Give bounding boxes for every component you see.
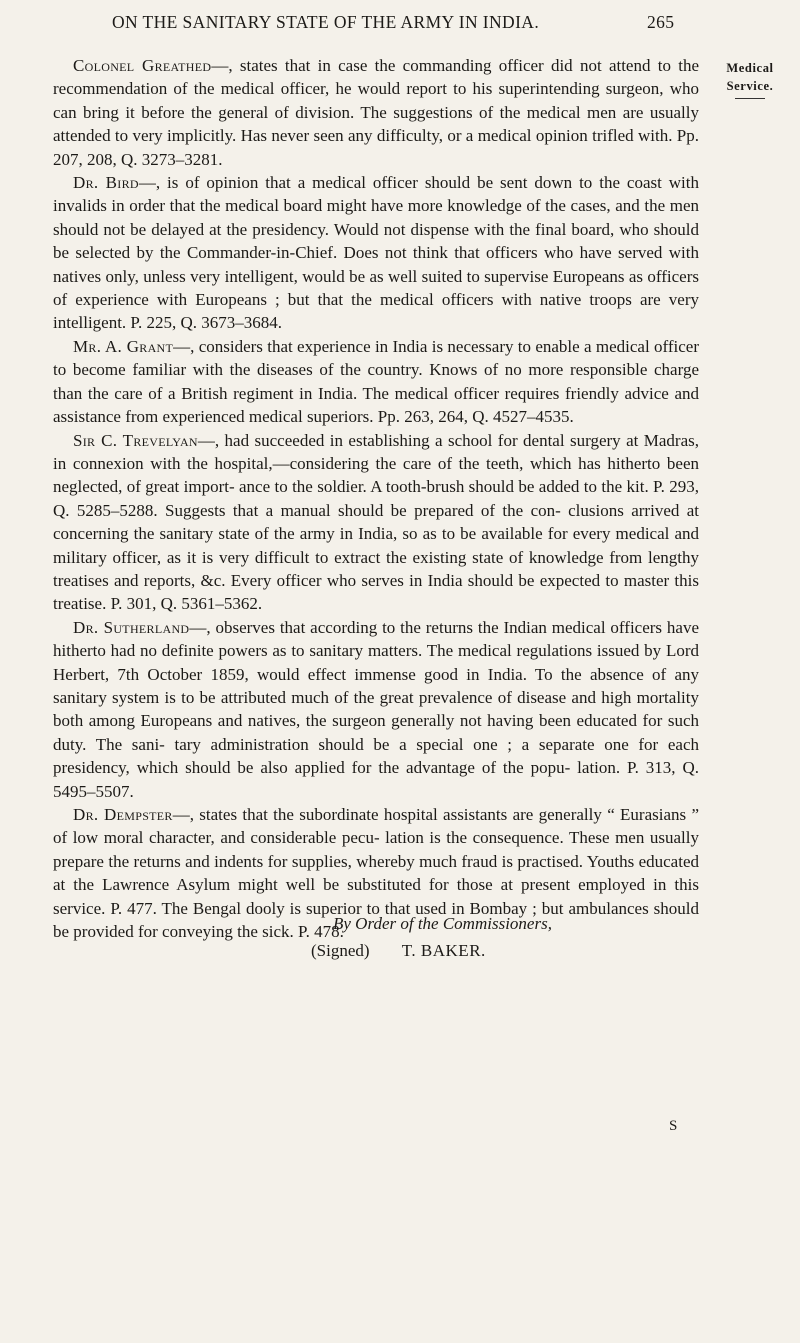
- margin-note-line1: Medical: [726, 61, 774, 75]
- witness-name: Mr. A. Grant: [73, 336, 174, 356]
- signed-label: (Signed): [311, 941, 370, 960]
- paragraph-text: —, observes that according to the returns the Indian medical officers have hitherto had no definite powers as to sanitary matters. The medical regulations issued by Lord Herbert, 7th October 1859, would effect immense good in India. To the absence of any sanitary system is to be attributed much of the great prevalence of disease and high mortality both among Europeans and natives, the surgeon generally not having been educated for such duty. The sani- tary administration should be a special one ; a separate one for each presidency, which should be also applied for the advantage of the popu- lation. P. 313, Q. 5495–5507.: [53, 617, 699, 801]
- paragraph-text: —, states that in case the commanding officer did not attend to the recommendation of the medical officer, he would report to his superintending surgeon, who can bring it before the general of division. The suggestions of the medical men are usually attended to very implicitly. Has never seen any difficulty, or a medical opinion trifled with. Pp. 207, 208, Q. 3273–3281.: [53, 56, 699, 169]
- margin-note: [704, 59, 796, 99]
- paragraph-text: —, had succeeded in establishing a school for dental surgery at Madras, in connexion with the hospital,—considering the care of the teeth, which has hitherto been neglected, of great import- ance to the soldier. A tooth-brush should be added to the kit. P. 293, Q. 5285–5288. Suggests that a manual should be prepared of the con- clusions arrived at concerning the sanitary state of the army in India, so as to be available for every medical and military officer, as it is very difficult to extract the existing state of knowledge from lengthy treatises and reports, &c. Every officer who serves in India should be expected to master this treatise. P. 301, Q. 5361–5362.: [53, 430, 699, 614]
- witness-name: Dr. Sutherland: [73, 617, 190, 637]
- paragraph: [53, 429, 699, 616]
- order-line: By Order of the Commissioners,: [333, 914, 552, 933]
- paragraph: [53, 171, 699, 335]
- signed-line: [311, 939, 486, 962]
- paragraph-text: —, is of opinion that a medical officer should be sent down to the coast with invalids in order that the medical board might have more knowledge of the cases, and the men should not be delayed at the presidency. Would not dispense with the final board, who should be selected by the Commander-in-Chief. Does not think that officers who have served with natives only, unless very intelligent, would be as well suited to supervise Europeans as officers of experience with Europeans ; but that the medical officers with native troops are very intelligent. P. 225, Q. 3673–3684.: [53, 173, 699, 333]
- paragraph: [53, 54, 699, 171]
- paragraph-text: —, considers that experience in India is necessary to enable a medical officer to become familiar with the diseases of the country. Knows of no more responsible charge than the care of a British regiment in India. The medical officer requires friendly advice and assistance from experienced medical superiors. Pp. 263, 264, Q. 4527–4535.: [53, 336, 699, 427]
- paragraph-text: —, states that the subordinate hospital assistants are generally “ Eurasians ” of low moral character, and considerable pecu- lation is the consequence. These men usually prepare the returns and indents for supplies, whereby much fraud is practised. Youths educated at the Lawrence Asylum might well be substituted for those at present employed in this service. P. 477. The Bengal dooly is superior to that used in Bombay ; but ambulances should be provided for conveying the sick. P. 478.: [53, 805, 699, 942]
- witness-name: Sir C. Trevelyan: [73, 430, 198, 450]
- body-text: [53, 54, 699, 960]
- witness-name: Colonel Greathed: [73, 56, 212, 75]
- signature-mark: S: [669, 1118, 678, 1134]
- paragraph: [53, 335, 699, 429]
- witness-name: Dr. Bird: [73, 173, 139, 193]
- signatory-name: T. BAKER.: [401, 941, 486, 960]
- margin-note-line2: Service.: [726, 79, 774, 93]
- page-number: 265: [647, 12, 675, 32]
- margin-note-rule: [735, 98, 765, 99]
- running-title: ON THE SANITARY STATE OF THE ARMY IN INDIA.: [112, 12, 540, 32]
- paragraph: [53, 616, 699, 803]
- witness-name: Dr. Dempster: [73, 805, 173, 824]
